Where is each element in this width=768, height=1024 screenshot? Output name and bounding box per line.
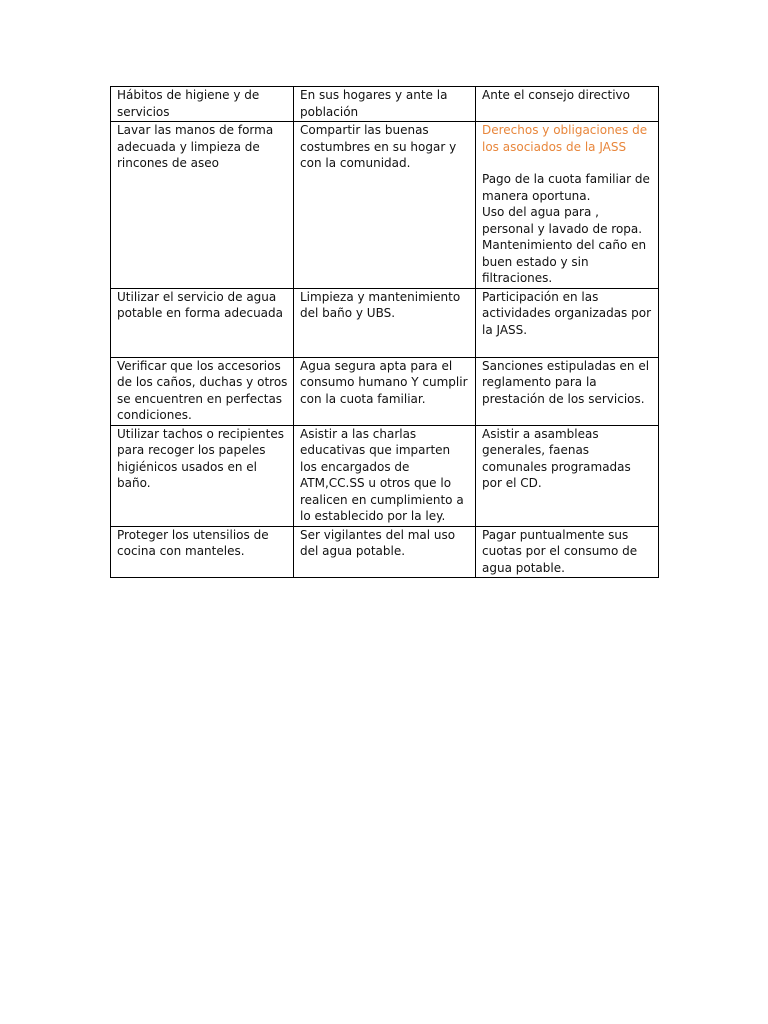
table-cell: Sanciones estipuladas en el reglamento para la prestación de los servicios. bbox=[476, 357, 659, 425]
jass-obligation-item: Mantenimiento del caño en buen estado y sin filtraciones. bbox=[482, 238, 647, 285]
table-cell: Asistir a asambleas generales, faenas comunales programadas por el CD. bbox=[476, 425, 659, 526]
table-cell: Compartir las buenas costumbres en su hogar y con la comunidad. bbox=[294, 122, 476, 289]
jass-rights-cell bbox=[476, 122, 659, 289]
table-row bbox=[111, 425, 659, 526]
table-cell: Ser vigilantes del mal uso del agua potable. bbox=[294, 526, 476, 578]
jass-rights-heading: Derechos y obligaciones de los asociados de la JASS bbox=[482, 123, 648, 154]
table-cell: Participación en las actividades organizadas por la JASS. bbox=[476, 288, 659, 357]
jass-obligation-item: Uso del agua para , personal y lavado de ropa. bbox=[482, 205, 643, 236]
hygiene-habits-table bbox=[110, 86, 659, 578]
table-row bbox=[111, 357, 659, 425]
header-cell-council: Ante el consejo directivo bbox=[476, 87, 659, 122]
table-cell: Pagar puntualmente sus cuotas por el consumo de agua potable. bbox=[476, 526, 659, 578]
table-row bbox=[111, 526, 659, 578]
jass-obligation-item: Pago de la cuota familiar de manera oportuna. bbox=[482, 172, 650, 203]
header-cell-homes: En sus hogares y ante la población bbox=[294, 87, 476, 122]
table-row bbox=[111, 122, 659, 289]
table-cell: Lavar las manos de forma adecuada y limpieza de rincones de aseo bbox=[111, 122, 294, 289]
paragraph-spacer bbox=[482, 155, 653, 171]
table-cell: Utilizar tachos o recipientes para recoger los papeles higiénicos usados en el baño. bbox=[111, 425, 294, 526]
table-cell: Limpieza y mantenimiento del baño y UBS. bbox=[294, 288, 476, 357]
table-row bbox=[111, 288, 659, 357]
table-cell: Verificar que los accesorios de los caños, duchas y otros se encuentren en perfectas condiciones. bbox=[111, 357, 294, 425]
table-cell: Asistir a las charlas educativas que imparten los encargados de ATM,CC.SS u otros que lo realicen en cumplimiento a lo establecido por la ley. bbox=[294, 425, 476, 526]
table-header-row bbox=[111, 87, 659, 122]
table-cell: Utilizar el servicio de agua potable en forma adecuada bbox=[111, 288, 294, 357]
table-cell: Agua segura apta para el consumo humano Y cumplir con la cuota familiar. bbox=[294, 357, 476, 425]
table-cell: Proteger los utensilios de cocina con manteles. bbox=[111, 526, 294, 578]
header-cell-habits: Hábitos de higiene y de servicios bbox=[111, 87, 294, 122]
